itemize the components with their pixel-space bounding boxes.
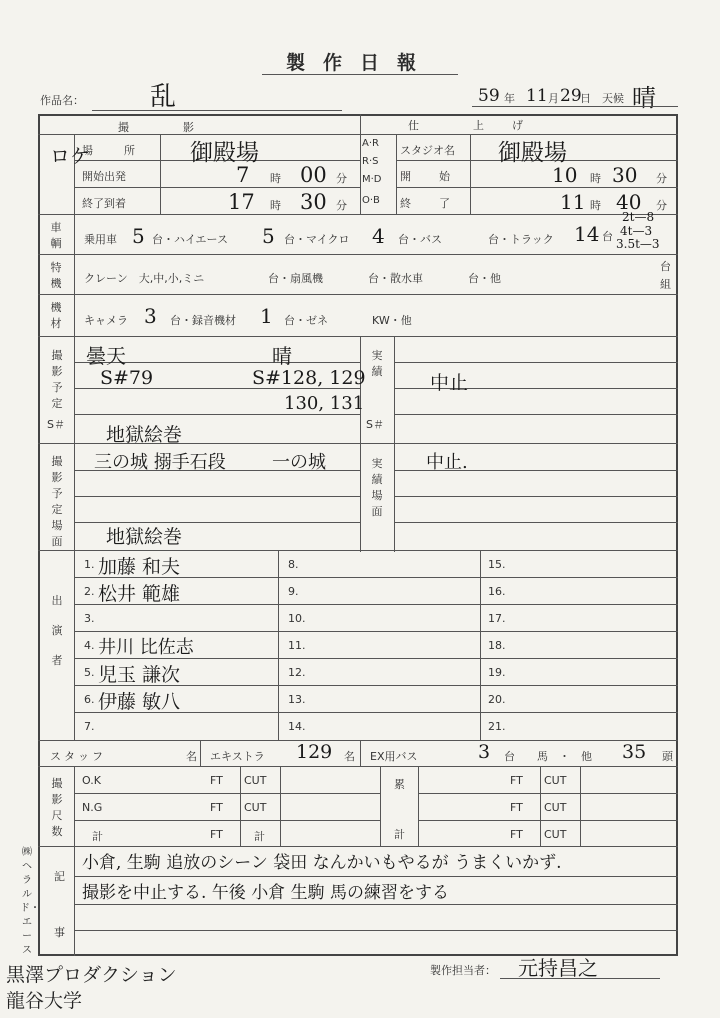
special-unit-dai: 台 [660,260,671,273]
truck-note-35t: 3.5t—3 [616,237,660,251]
date-year: 59 [478,86,500,106]
date-year-unit: 年 [504,92,515,105]
cast-num: 7. [84,720,95,733]
finish-section-header: 仕 上 げ [408,119,525,132]
ex-bus-label: EX用バス [370,750,418,763]
depart-label: 開始出発 [82,170,126,183]
cast-num: 12. [288,666,306,679]
arrive-hour-unit: 時 [270,199,281,212]
truck-note-2t: 2t—8 [622,210,655,224]
cum-row1-cut: CUT [544,774,567,787]
cast-num: 1. [84,558,95,571]
rule [74,876,678,877]
truck-label: 台・トラック [488,233,554,246]
scene-plan-line2: 地獄絵巻 [106,526,183,548]
date-month: 11 [526,86,548,106]
cast-num: 4. [84,639,95,652]
cast-name: 加藤 和夫 [98,556,181,578]
rule [360,114,361,214]
studio-end-label: 終 了 [400,197,452,210]
rule [74,631,678,632]
schedule-scene-sunny: S#128, 129 [252,367,366,389]
total-ft: FT [210,828,223,841]
supervisor-value: 元持昌之 [518,956,598,980]
rule [38,134,678,135]
cast-num: 11. [288,639,306,652]
rule [74,793,380,794]
title-underline [262,74,458,75]
depart-hour-unit: 時 [270,172,281,185]
car-count: 5 [132,224,145,248]
arrive-min: 30 [300,190,327,214]
rule [74,214,75,340]
date-month-unit: 月 [548,92,559,105]
shoot-section-header: 撮 影 [118,121,196,134]
rule [74,930,678,931]
rule [74,846,75,956]
camera-label: キャメラ [84,314,128,327]
supervisor-label: 製作担当者： [430,964,496,977]
date-day-unit: 日 [580,92,591,105]
horse-unit: 頭 [662,750,673,763]
ng-ft: FT [210,801,223,814]
camera-count: 3 [144,304,157,328]
truck-note-4t: 4t—3 [620,224,653,238]
cast-num: 6. [84,693,95,706]
cast-num: 17. [488,612,506,625]
sprinkler-label: 台・散水車 [368,272,423,285]
notes-label-2: 事 [54,926,65,939]
studio-end-hour-unit: 時 [590,199,601,212]
hiace-count: 5 [262,224,275,248]
cum-row2-ft: FT [510,801,523,814]
cast-name: 松井 範雄 [98,583,181,605]
rule [74,820,380,821]
kw-label: KW・他 [372,314,412,327]
studio-code-ar: A·R [362,138,379,149]
page-title: 製作日報 [285,52,434,74]
cast-num: 10. [288,612,306,625]
location-mark: ロケ [50,144,90,168]
schedule-weather-cloudy: 曇天 [86,344,126,368]
truck-count: 14 [574,222,600,246]
schedule-scene-cloudy: S#79 [100,367,154,389]
date-underline [472,106,678,107]
truck-unit: 台 [602,230,613,243]
footage-label: 撮影尺数 [51,777,63,838]
schedule-label: 撮影予定 [51,349,63,410]
place-label: 場 所 [82,144,138,157]
notes-label-1: 記 [54,870,65,883]
rule [38,254,678,255]
ok-ft: FT [210,774,223,787]
extra-label: エキストラ [210,750,265,763]
arrive-min-unit: 分 [336,199,347,212]
date-day: 29 [560,86,582,106]
work-title-underline [92,110,342,111]
studio-start-hour: 10 [552,163,578,187]
rule [38,766,678,767]
watermark-line-1: 黒澤プロダクション [6,964,177,986]
cast-num: 9. [288,585,299,598]
studio-name-value: 御殿場 [498,140,567,166]
equipment-label: 機材 [50,301,62,330]
cast-num: 5. [84,666,95,679]
studio-code-rs: R·S [362,156,379,167]
schedule-scene-sunny-2: 130, 131 [284,393,365,414]
rule [74,414,360,415]
cast-num: 18. [488,639,506,652]
rule [418,766,419,846]
rule [580,766,581,846]
scene-plan-label: 撮影予定場面 [51,455,63,548]
supervisor-underline [500,978,660,979]
rule [38,443,678,444]
schedule-scene-hell-scroll: 地獄絵巻 [106,424,183,446]
fan-label: 台・扇風機 [268,272,323,285]
rule [38,294,678,295]
studio-name-label: スタジオ名 [400,144,455,157]
rule [38,214,678,215]
rule [470,134,471,214]
staff-unit: 名 [186,750,197,763]
work-title-label: 作品名： [40,94,84,107]
rule [394,496,678,497]
ok-label: O.K [82,774,101,787]
rule [540,766,541,846]
extra-unit: 名 [344,750,355,763]
cumulative-total-label: 計 [394,828,405,841]
rule [74,904,678,905]
studio-code-ob: O·B [362,195,380,206]
special-unit-kumi: 組 [660,278,671,291]
cast-num: 3. [84,612,95,625]
ng-label: N.G [82,801,103,814]
rule [396,187,678,188]
studio-end-min: 40 [616,190,642,214]
rule [380,766,381,846]
rule [200,740,201,766]
micro-count: 4 [372,224,385,248]
studio-start-min: 30 [612,163,638,187]
rule [38,336,678,337]
rule [74,766,75,846]
studio-end-min-unit: 分 [656,199,667,212]
total-cut: 計 [254,830,265,843]
ng-cut: CUT [244,801,267,814]
micro-label: 台・マイクロ [284,233,350,246]
watermark-line-2: 龍谷大学 [6,990,83,1012]
depart-min: 00 [300,163,327,187]
cast-name: 井川 比佐志 [98,637,194,658]
cast-num: 15. [488,558,506,571]
rule [394,414,678,415]
cast-num: 13. [288,693,306,706]
cast-num: 14. [288,720,306,733]
ex-bus-count: 3 [478,741,491,763]
scene-plan-line1a: 三の城 搦手石段 [94,452,226,473]
horse-label: 台 馬 ・ 他 [504,750,592,763]
scene-plan-line1b: 一の城 [272,452,326,473]
rule [418,793,678,794]
vehicles-label: 車輌 [50,221,62,250]
work-title-value: 乱 [150,82,177,112]
schedule-s-label: S＃ [47,418,65,431]
crane-label: クレーン 大,中,小,ミニ [84,272,205,285]
recorder-count: 1 [260,304,273,328]
special-other-label: 台・他 [468,272,501,285]
cast-label: 出演者 [51,594,63,667]
schedule-weather-sunny: 晴 [272,344,292,368]
rule [38,846,678,847]
cast-num: 8. [288,558,299,571]
studio-start-min-unit: 分 [656,172,667,185]
hiace-label: 台・ハイエース [152,233,229,246]
rule [360,740,361,766]
rule [394,522,678,523]
cum-row3-ft: FT [510,828,523,841]
depart-min-unit: 分 [336,172,347,185]
cum-row3-cut: CUT [544,828,567,841]
rule [38,740,678,741]
rule [74,496,360,497]
rule [394,336,395,552]
studio-code-md: M·D [362,174,382,185]
studio-start-hour-unit: 時 [590,172,601,185]
bus-label: 台・バス [398,233,442,246]
actual-label: 実績 [371,349,383,378]
cumulative-label: 累 [394,778,405,791]
cum-row2-cut: CUT [544,801,567,814]
rule [160,134,161,214]
actual-s-label: S＃ [366,418,384,431]
scene-actual-label: 実績場面 [371,457,383,518]
zene-label: 台・ゼネ [284,314,328,327]
studio-start-label: 開 始 [400,170,452,183]
cast-num: 2. [84,585,95,598]
car-label: 乗用車 [84,233,117,246]
horse-count: 35 [622,741,647,763]
notes-line-1: 小倉, 生駒 追放のシーン 袋田 なんかいもやるが うまくいかず. [82,853,562,873]
ok-cut: CUT [244,774,267,787]
cast-num: 21. [488,720,506,733]
rule [418,820,678,821]
cast-name: 伊藤 敏八 [98,691,181,713]
actual-value: 中止 [430,372,469,394]
rule [240,766,241,846]
special-equipment-label: 特機 [50,261,62,290]
rule [396,134,397,214]
cast-name: 児玉 謙次 [98,664,181,686]
total-label: 計 [92,830,103,843]
studio-end-hour: 11 [560,190,586,214]
scene-actual-value: 中止. [426,452,468,473]
place-value: 御殿場 [190,140,259,166]
notes-line-2: 撮影を中止する. 午後 小倉 生駒 馬の練習をする [82,883,450,903]
weather-value: 晴 [632,84,656,112]
cast-num: 16. [488,585,506,598]
extra-count: 129 [296,741,333,763]
depart-hour: 7 [236,163,250,187]
cast-num: 19. [488,666,506,679]
company-side-text: ㈱ヘラルド・エース [20,847,40,956]
recorder-label: 台・録音機材 [170,314,236,327]
rule [38,550,678,551]
rule [280,766,281,846]
cast-num: 20. [488,693,506,706]
arrive-label: 終了到着 [82,197,126,210]
arrive-hour: 17 [228,190,255,214]
staff-label: スタッフ [50,750,106,763]
rule [74,336,75,552]
rule [394,362,678,363]
rule [74,187,360,188]
weather-label: 天候 [602,92,624,105]
cum-row1-ft: FT [510,774,523,787]
